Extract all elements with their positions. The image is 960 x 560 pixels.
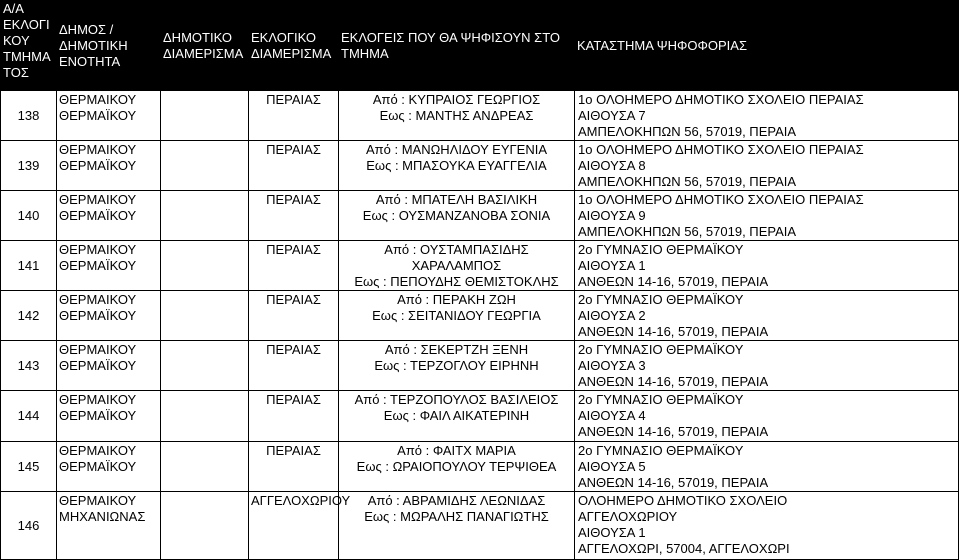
voters-range-cell: Από : ΑΒΡΑΜΙΔΗΣ ΛΕΩΝΙΔΑΣ Εως : ΜΩΡΑΛΗΣ ΠΑΝΑΓΙΩΤΗΣ — [339, 492, 575, 560]
polling-place-cell: 2ο ΓΥΜΝΑΣΙΟ ΘΕΡΜΑΪΚΟΥ ΑΙΘΟΥΣΑ 2 ΑΝΘΕΩΝ 14-16, 57019, ΠΕΡΑΙΑ — [575, 291, 959, 341]
header-municipal-district: ΔΗΜΟΤΙΚΟ ΔΙΑΜΕΡΙΣΜΑ — [161, 1, 249, 91]
electoral-district-cell: ΠΕΡΑΙΑΣ — [249, 141, 339, 191]
voters-range-cell: Από : ΚΥΠΡΑΙΟΣ ΓΕΩΡΓΙΟΣ Εως : ΜΑΝΤΗΣ ΑΝΔΡΕΑΣ — [339, 91, 575, 141]
table-row — [1, 241, 959, 291]
municipality-cell: ΘΕΡΜΑΙΚΟΥ ΘΕΡΜΑΪΚΟΥ — [57, 141, 161, 191]
municipal-district-cell — [161, 91, 249, 141]
polling-place-cell: 2ο ΓΥΜΝΑΣΙΟ ΘΕΡΜΑΪΚΟΥ ΑΙΘΟΥΣΑ 5 ΑΝΘΕΩΝ 14-16, 57019, ΠΕΡΑΙΑ — [575, 442, 959, 492]
municipality-cell: ΘΕΡΜΑΙΚΟΥ ΘΕΡΜΑΪΚΟΥ — [57, 191, 161, 241]
section-number-cell: 141 — [1, 241, 57, 291]
polling-place-cell: 2ο ΓΥΜΝΑΣΙΟ ΘΕΡΜΑΪΚΟΥ ΑΙΘΟΥΣΑ 3 ΑΝΘΕΩΝ 14-16, 57019, ΠΕΡΑΙΑ — [575, 341, 959, 391]
header-polling-place: ΚΑΤΑΣΤΗΜΑ ΨΗΦΟΦΟΡΙΑΣ — [575, 1, 959, 91]
municipal-district-cell — [161, 241, 249, 291]
municipal-district-cell — [161, 191, 249, 241]
voters-range-cell: Από : ΟΥΣΤΑΜΠΑΣΙΔΗΣ ΧΑΡΑΛΑΜΠΟΣ Εως : ΠΕΠΟΥΔΗΣ ΘΕΜΙΣΤΟΚΛΗΣ — [339, 241, 575, 291]
municipal-district-cell — [161, 442, 249, 492]
table-row — [1, 191, 959, 241]
header-voters-range: ΕΚΛΟΓΕΙΣ ΠΟΥ ΘΑ ΨΗΦΙΣΟΥΝ ΣΤΟ ΤΜΗΜΑ — [339, 1, 575, 91]
polling-place-cell: 1ο ΟΛΟΗΜΕΡΟ ΔΗΜΟΤΙΚΟ ΣΧΟΛΕΙΟ ΠΕΡΑΙΑΣ ΑΙΘΟΥΣΑ 8 ΑΜΠΕΛΟΚΗΠΩΝ 56, 57019, ΠΕΡΑΙΑ — [575, 141, 959, 191]
electoral-district-cell: ΑΓΓΕΛΟΧΩΡΙΟΥ — [249, 492, 339, 560]
municipal-district-cell — [161, 391, 249, 442]
electoral-district-cell: ΠΕΡΑΙΑΣ — [249, 291, 339, 341]
polling-place-cell: 2ο ΓΥΜΝΑΣΙΟ ΘΕΡΜΑΪΚΟΥ ΑΙΘΟΥΣΑ 4 ΑΝΘΕΩΝ 14-16, 57019, ΠΕΡΑΙΑ — [575, 391, 959, 442]
table-row — [1, 341, 959, 391]
polling-place-cell: ΟΛΟΗΜΕΡΟ ΔΗΜΟΤΙΚΟ ΣΧΟΛΕΙΟ ΑΓΓΕΛΟΧΩΡΙΟΥ ΑΙΘΟΥΣΑ 1 ΑΓΓΕΛΟΧΩΡΙ, 57004, ΑΓΓΕΛΟΧΩΡΙ — [575, 492, 959, 560]
voters-range-cell: Από : ΣΕΚΕΡΤΖΗ ΞΕΝΗ Εως : ΤΕΡΖΟΓΛΟΥ ΕΙΡΗΝΗ — [339, 341, 575, 391]
voters-range-cell: Από : ΦΑΙΤΧ ΜΑΡΙΑ Εως : ΩΡΑΙΟΠΟΥΛΟΥ ΤΕΡΨΙΘΕΑ — [339, 442, 575, 492]
section-number-cell: 146 — [1, 492, 57, 560]
municipality-cell: ΘΕΡΜΑΙΚΟΥ ΘΕΡΜΑΪΚΟΥ — [57, 91, 161, 141]
voters-range-cell: Από : ΜΑΝΩΗΛΙΔΟΥ ΕΥΓΕΝΙΑ Εως : ΜΠΑΣΟΥΚΑ ΕΥΑΓΓΕΛΙΑ — [339, 141, 575, 191]
municipality-cell: ΘΕΡΜΑΙΚΟΥ ΘΕΡΜΑΪΚΟΥ — [57, 341, 161, 391]
header-municipality: ΔΗΜΟΣ / ΔΗΜΟΤΙΚΗ ΕΝΟΤΗΤΑ — [57, 1, 161, 91]
municipality-cell: ΘΕΡΜΑΙΚΟΥ ΘΕΡΜΑΪΚΟΥ — [57, 391, 161, 442]
municipality-cell: ΘΕΡΜΑΙΚΟΥ ΜΗΧΑΝΙΩΝΑΣ — [57, 492, 161, 560]
voters-range-cell: Από : ΜΠΑΤΕΛΗ ΒΑΣΙΛΙΚΗ Εως : ΟΥΣΜΑΝΖΑΝΟΒΑ ΣΟΝΙΑ — [339, 191, 575, 241]
municipality-cell: ΘΕΡΜΑΙΚΟΥ ΘΕΡΜΑΪΚΟΥ — [57, 241, 161, 291]
section-number-cell: 138 — [1, 91, 57, 141]
municipality-cell: ΘΕΡΜΑΙΚΟΥ ΘΕΡΜΑΪΚΟΥ — [57, 442, 161, 492]
table-row — [1, 442, 959, 492]
section-number-cell: 142 — [1, 291, 57, 341]
voters-range-cell: Από : ΤΕΡΖΟΠΟΥΛΟΣ ΒΑΣΙΛΕΙΟΣ Εως : ΦΑΙΛ ΑΙΚΑΤΕΡΙΝΗ — [339, 391, 575, 442]
municipal-district-cell — [161, 291, 249, 341]
section-number-cell: 144 — [1, 391, 57, 442]
municipal-district-cell — [161, 492, 249, 560]
section-number-cell: 140 — [1, 191, 57, 241]
section-number-cell: 139 — [1, 141, 57, 191]
municipal-district-cell — [161, 141, 249, 191]
electoral-district-cell: ΠΕΡΑΙΑΣ — [249, 91, 339, 141]
polling-place-cell: 1ο ΟΛΟΗΜΕΡΟ ΔΗΜΟΤΙΚΟ ΣΧΟΛΕΙΟ ΠΕΡΑΙΑΣ ΑΙΘΟΥΣΑ 9 ΑΜΠΕΛΟΚΗΠΩΝ 56, 57019, ΠΕΡΑΙΑ — [575, 191, 959, 241]
table-row — [1, 492, 959, 560]
table-row — [1, 91, 959, 141]
table-row — [1, 291, 959, 341]
voters-range-cell: Από : ΠΕΡΑΚΗ ΖΩΗ Εως : ΣΕΙΤΑΝΙΔΟΥ ΓΕΩΡΓΙΑ — [339, 291, 575, 341]
electoral-district-cell: ΠΕΡΑΙΑΣ — [249, 341, 339, 391]
header-section-number: Α/Α ΕΚΛΟΓΙ ΚΟΥ ΤΜΗΜΑ ΤΟΣ — [1, 1, 57, 91]
electoral-district-cell: ΠΕΡΑΙΑΣ — [249, 241, 339, 291]
electoral-district-cell: ΠΕΡΑΙΑΣ — [249, 391, 339, 442]
table-row — [1, 141, 959, 191]
section-number-cell: 145 — [1, 442, 57, 492]
electoral-district-cell: ΠΕΡΑΙΑΣ — [249, 191, 339, 241]
polling-place-cell: 1ο ΟΛΟΗΜΕΡΟ ΔΗΜΟΤΙΚΟ ΣΧΟΛΕΙΟ ΠΕΡΑΙΑΣ ΑΙΘΟΥΣΑ 7 ΑΜΠΕΛΟΚΗΠΩΝ 56, 57019, ΠΕΡΑΙΑ — [575, 91, 959, 141]
table-row — [1, 391, 959, 442]
municipality-cell: ΘΕΡΜΑΙΚΟΥ ΘΕΡΜΑΪΚΟΥ — [57, 291, 161, 341]
section-number-cell: 143 — [1, 341, 57, 391]
polling-place-cell: 2ο ΓΥΜΝΑΣΙΟ ΘΕΡΜΑΪΚΟΥ ΑΙΘΟΥΣΑ 1 ΑΝΘΕΩΝ 14-16, 57019, ΠΕΡΑΙΑ — [575, 241, 959, 291]
header-electoral-district: ΕΚΛΟΓΙΚΟ ΔΙΑΜΕΡΙΣΜΑ — [249, 1, 339, 91]
header-row — [1, 1, 959, 91]
electoral-district-cell: ΠΕΡΑΙΑΣ — [249, 442, 339, 492]
municipal-district-cell — [161, 341, 249, 391]
